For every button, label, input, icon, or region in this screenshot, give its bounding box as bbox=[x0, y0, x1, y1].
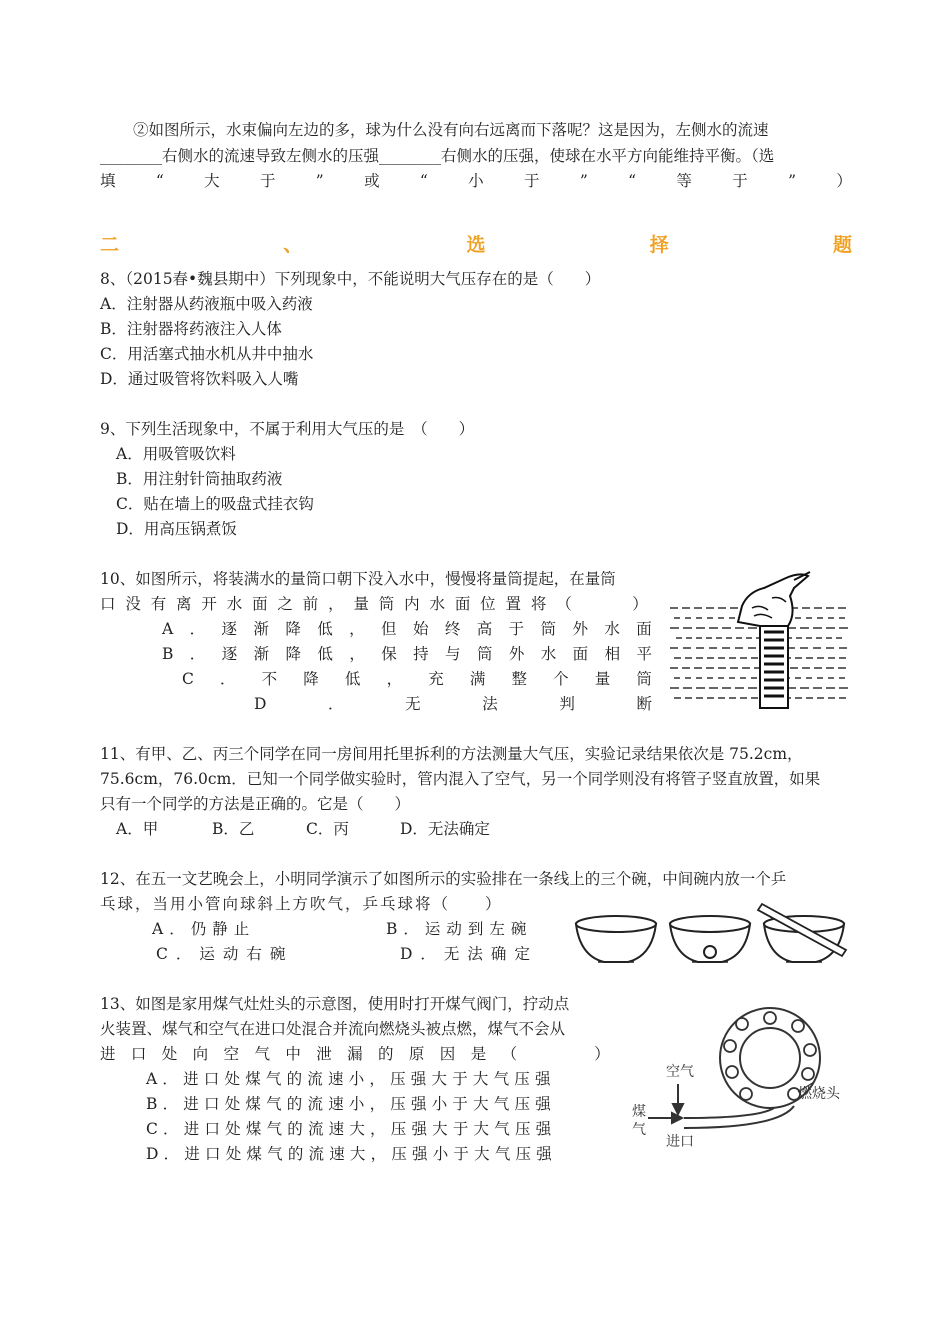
figure13-label-gas-top: 煤 bbox=[632, 1104, 646, 1120]
text-char: ” bbox=[315, 172, 324, 190]
text-char: 水 bbox=[540, 645, 557, 663]
text-char: ” bbox=[788, 172, 797, 190]
q10-option-a bbox=[162, 618, 652, 640]
text-char: D bbox=[254, 695, 267, 713]
text-char: 空 bbox=[223, 1045, 240, 1063]
text-char: 高 bbox=[476, 620, 493, 638]
text-char: “ bbox=[628, 172, 637, 190]
text-char: 或 bbox=[364, 172, 380, 190]
text-char: ） bbox=[594, 1045, 610, 1063]
q13-option-a: A．进口处煤气的流速小，压强大于大气压强 bbox=[146, 1070, 556, 1088]
text-char: 整 bbox=[511, 670, 527, 688]
text-char bbox=[563, 1043, 579, 1065]
text-char: 平 bbox=[636, 645, 652, 663]
text-char: 不 bbox=[261, 670, 278, 688]
text-char: 的 bbox=[378, 1045, 394, 1063]
q9-option-a: A．用吸管吸饮料 bbox=[116, 445, 236, 463]
q11-line2: 75.6cm，76.0cm．已知一个同学做实验时，管内混入了空气，另一个同学则没有将管子竖直放置，如果 bbox=[100, 770, 821, 788]
q8-option-c: C．用活塞式抽水机从井中抽水 bbox=[100, 345, 314, 363]
section-title bbox=[100, 230, 852, 258]
text-char: 面 bbox=[454, 595, 471, 613]
text-char: 是 bbox=[470, 1045, 487, 1063]
text-char: 题 bbox=[832, 234, 852, 256]
text-char: 筒 bbox=[636, 670, 652, 688]
text-char: 筒 bbox=[540, 620, 557, 638]
text-char: ， bbox=[349, 620, 365, 638]
q10-option-b bbox=[162, 643, 652, 665]
text-char: 始 bbox=[412, 620, 429, 638]
text-char: 筒 bbox=[476, 645, 493, 663]
text-char: 泄 bbox=[316, 1045, 332, 1063]
text-char: 断 bbox=[636, 695, 652, 713]
text-char: 法 bbox=[482, 695, 498, 713]
q13-option-c: C．进口处煤气的流速大，压强大于大气压强 bbox=[146, 1120, 557, 1138]
q11-line1: 11、有甲、乙、丙三个同学在同一房间用托里拆利的方法测量大气压，实验记录结果依次是 75.2cm， bbox=[100, 745, 803, 763]
q11-option-d: D．无法确定 bbox=[400, 820, 490, 838]
text-char: ． bbox=[328, 695, 344, 713]
text-char: ． bbox=[189, 645, 206, 663]
text-char: C bbox=[182, 670, 194, 688]
text-char: ” bbox=[579, 172, 588, 190]
text-char: 终 bbox=[444, 620, 461, 638]
text-char: 水 bbox=[226, 595, 243, 613]
q12-figure-bowls bbox=[572, 898, 854, 970]
text-char: 于 bbox=[508, 620, 525, 638]
text-char: 降 bbox=[285, 645, 302, 663]
text-char: 判 bbox=[559, 695, 575, 713]
text-char: ． bbox=[220, 670, 236, 688]
text-char: 外 bbox=[572, 620, 588, 638]
text-char: 充 bbox=[428, 670, 444, 688]
text-char: 进 bbox=[100, 1045, 116, 1063]
text-char: 个 bbox=[553, 670, 569, 688]
text-char: ， bbox=[328, 595, 344, 613]
text-char: 气 bbox=[254, 1045, 270, 1063]
text-char: 大 bbox=[204, 172, 220, 190]
text-char: 于 bbox=[732, 172, 748, 190]
text-char: 低 bbox=[317, 620, 333, 638]
text-char: ， bbox=[386, 670, 403, 688]
text-char: 相 bbox=[604, 645, 621, 663]
text-char: 面 bbox=[252, 595, 268, 613]
text-char: 没 bbox=[125, 595, 141, 613]
q8-option-b: B．注射器将药液注入人体 bbox=[100, 320, 282, 338]
text-char bbox=[607, 593, 623, 615]
text-char: 原 bbox=[408, 1045, 425, 1063]
text-char: 位 bbox=[480, 595, 496, 613]
text-char: 保 bbox=[381, 645, 397, 663]
q7-line1: ②如图所示，水束偏向左边的多，球为什么没有向右远离而下落呢？这是因为，左侧水的流速 bbox=[133, 121, 769, 139]
text-char: 离 bbox=[176, 595, 192, 613]
q11-option-a: A．甲 bbox=[116, 820, 159, 838]
q10-option-d bbox=[254, 693, 652, 715]
q12-option-d: D．无法确定 bbox=[400, 945, 538, 963]
text-char: 填 bbox=[100, 172, 116, 190]
q10-line1: 10、如图所示，将装满水的量筒口朝下没入水中，慢慢将量筒提起，在量筒 bbox=[100, 570, 616, 588]
text-char: 量 bbox=[594, 670, 611, 688]
q9-stem: 9、下列生活现象中，不属于利用大气压的是 （ ） bbox=[100, 420, 475, 438]
text-char: 满 bbox=[469, 670, 486, 688]
q11-option-c: C．丙 bbox=[306, 820, 349, 838]
text-char: 向 bbox=[192, 1045, 209, 1063]
text-char: 小 bbox=[468, 172, 484, 190]
text-char: B bbox=[162, 645, 174, 663]
text-char: 面 bbox=[572, 645, 589, 663]
figure13-label-gas-bottom: 气 bbox=[632, 1122, 646, 1138]
text-char: 有 bbox=[150, 595, 167, 613]
text-char: 持 bbox=[413, 645, 429, 663]
text-char: 降 bbox=[285, 620, 301, 638]
text-char: 于 bbox=[259, 172, 276, 190]
figure13-label-inlet: 进口 bbox=[666, 1134, 694, 1150]
text-char: ） bbox=[632, 595, 648, 613]
q7-line3 bbox=[100, 170, 852, 192]
text-char: 因 bbox=[439, 1045, 456, 1063]
q13-line3 bbox=[100, 1043, 610, 1065]
text-char: 与 bbox=[445, 645, 461, 663]
q10-figure-cylinder bbox=[668, 570, 850, 710]
q13-option-d: D．进口处煤气的流速大，压强小于大气压强 bbox=[146, 1145, 557, 1163]
text-char: 量 bbox=[353, 595, 369, 613]
q12-option-c: C．运动右碗 bbox=[156, 945, 294, 963]
text-char: 水 bbox=[429, 595, 445, 613]
text-char: 降 bbox=[303, 670, 319, 688]
text-char: 等 bbox=[676, 172, 692, 190]
text-char: 二 bbox=[100, 234, 120, 256]
text-char: 内 bbox=[404, 595, 420, 613]
text-char: 无 bbox=[405, 695, 421, 713]
q12-line1: 12、在五一文艺晚会上，小明同学演示了如图所示的实验排在一条线上的三个碗，中间碗内放一个乒 bbox=[100, 870, 787, 888]
q13-line1: 13、如图是家用煤气灶灶头的示意图，使用时打开煤气阀门，拧动点 bbox=[100, 995, 570, 1013]
text-char: （ bbox=[556, 595, 572, 613]
text-char: 渐 bbox=[253, 620, 269, 638]
q13-option-b: B．进口处煤气的流速小，压强小于大气压强 bbox=[146, 1095, 556, 1113]
text-char: “ bbox=[419, 172, 428, 190]
q10-line2 bbox=[100, 593, 648, 615]
text-char: 面 bbox=[636, 620, 652, 638]
text-char: 但 bbox=[381, 620, 397, 638]
text-char: 于 bbox=[524, 172, 540, 190]
q8-option-d: D．通过吸管将饮料吸入人嘴 bbox=[100, 370, 299, 388]
text-char: 外 bbox=[508, 645, 525, 663]
text-char: 置 bbox=[505, 595, 522, 613]
q12-option-b: B．运动到左碗 bbox=[386, 920, 533, 938]
text-char: ． bbox=[189, 620, 206, 638]
q8-option-a: A．注射器从药液瓶中吸入药液 bbox=[100, 295, 313, 313]
text-char: 口 bbox=[130, 1045, 147, 1063]
q12-option-a: A．仍静止 bbox=[152, 920, 256, 938]
q11-option-b: B．乙 bbox=[212, 820, 255, 838]
q9-option-b: B．用注射针筒抽取药液 bbox=[116, 470, 283, 488]
text-char: 择 bbox=[649, 234, 669, 256]
q11-line3: 只有一个同学的方法是正确的。它是（ ） bbox=[100, 795, 411, 813]
text-char bbox=[582, 593, 598, 615]
text-char: 逐 bbox=[221, 645, 238, 663]
text-char: 前 bbox=[302, 595, 319, 613]
text-char: 渐 bbox=[253, 645, 270, 663]
q13-line2: 火装置、煤气和空气在进口处混合并流向燃烧头被点燃，煤气不会从 bbox=[100, 1020, 566, 1038]
q13-figure-burner bbox=[628, 1000, 854, 1160]
text-char bbox=[532, 1043, 548, 1065]
q8-stem: 8、（2015春•魏县期中）下列现象中，不能说明大气压存在的是（ ） bbox=[100, 270, 601, 288]
text-char: （ bbox=[501, 1045, 518, 1063]
text-char: 选 bbox=[466, 234, 486, 256]
text-char: 逐 bbox=[221, 620, 238, 638]
text-char: 之 bbox=[277, 595, 293, 613]
figure13-label-air: 空气 bbox=[666, 1064, 694, 1080]
text-char: A bbox=[162, 620, 174, 638]
q10-option-c bbox=[182, 668, 652, 690]
q12-line2: 乓球，当用小管向球斜上方吹气，乒乓球将（ ） bbox=[100, 895, 503, 913]
text-char: 、 bbox=[283, 234, 303, 256]
text-char: 将 bbox=[530, 595, 547, 613]
figure13-label-burner: 燃烧头 bbox=[798, 1086, 840, 1102]
q7-line2: ________右侧水的流速导致左侧水的压强________右侧水的压强，使球在水平方向能维持平衡。（选 bbox=[100, 147, 775, 165]
text-char: 低 bbox=[344, 670, 361, 688]
q9-option-d: D．用高压锅煮饭 bbox=[116, 520, 237, 538]
text-char: ， bbox=[349, 645, 365, 663]
text-char: 口 bbox=[100, 595, 116, 613]
text-char: 中 bbox=[285, 1045, 301, 1063]
text-char: “ bbox=[155, 172, 164, 190]
text-char: 筒 bbox=[378, 595, 395, 613]
text-char: 处 bbox=[161, 1045, 178, 1063]
text-char: 开 bbox=[201, 595, 217, 613]
text-char: 低 bbox=[317, 645, 333, 663]
text-char: 漏 bbox=[347, 1045, 363, 1063]
text-char: 水 bbox=[604, 620, 620, 638]
q9-option-c: C．贴在墙上的吸盘式挂衣钩 bbox=[116, 495, 314, 513]
text-char: ） bbox=[836, 172, 852, 190]
